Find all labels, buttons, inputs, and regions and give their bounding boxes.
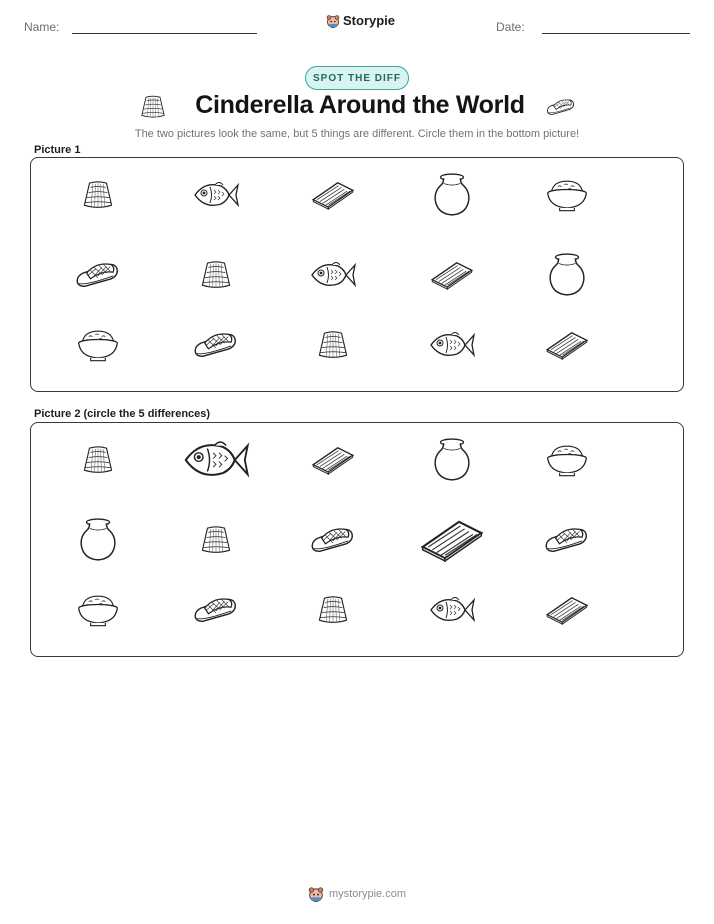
- picture2-woven-slipper-icon[interactable]: [542, 523, 592, 557]
- picture2-fish-icon[interactable]: [427, 593, 477, 627]
- picture2-woven-slipper-icon[interactable]: [191, 593, 241, 627]
- picture2-woven-slipper-icon[interactable]: [308, 523, 358, 557]
- picture2-fish-icon[interactable]: [180, 435, 252, 485]
- straw-skirt-icon: [139, 94, 167, 120]
- picture1-straw-skirt-icon: [316, 329, 350, 361]
- brand-name: Storypie: [343, 13, 396, 28]
- picture1-clay-pot-icon: [431, 172, 473, 218]
- date-line[interactable]: [542, 33, 690, 34]
- picture2-straw-skirt-icon[interactable]: [199, 524, 233, 556]
- instructions: The two pictures look the same, but 5 things are different. Circle them in the bottom picture!: [134, 128, 580, 140]
- picture2-rice-bowl-icon[interactable]: [75, 591, 121, 629]
- picture2-straw-skirt-icon[interactable]: [81, 444, 115, 476]
- name-line[interactable]: [72, 33, 257, 34]
- picture1-woven-mat-icon: [427, 259, 477, 291]
- footer-url[interactable]: mystorypie.com: [328, 888, 407, 900]
- picture2-woven-mat-icon[interactable]: [308, 444, 358, 476]
- woven-slipper-icon: [545, 94, 577, 120]
- picture1-rice-bowl-icon: [75, 326, 121, 364]
- page-title: Cinderella Around the World: [195, 91, 525, 119]
- spot-the-diff-badge: SPOT THE DIFF: [305, 66, 409, 90]
- picture2-woven-mat-icon[interactable]: [542, 594, 592, 626]
- picture2-clay-pot-icon[interactable]: [77, 517, 119, 563]
- picture1-fish-icon: [308, 258, 358, 292]
- picture1-panel: [30, 157, 684, 392]
- picture1-woven-mat-icon: [308, 179, 358, 211]
- name-label: Name:: [24, 20, 60, 34]
- picture2-panel[interactable]: [30, 422, 684, 657]
- picture1-straw-skirt-icon: [199, 259, 233, 291]
- date-label: Date:: [496, 20, 525, 34]
- picture1-clay-pot-icon: [546, 252, 588, 298]
- picture1-woven-slipper-icon: [191, 328, 241, 362]
- storypie-logo-icon: [308, 886, 324, 902]
- picture1-fish-icon: [427, 328, 477, 362]
- picture1-straw-skirt-icon: [81, 179, 115, 211]
- picture1-rice-bowl-icon: [544, 176, 590, 214]
- picture1-label: Picture 1: [34, 144, 81, 156]
- picture2-label: Picture 2 (circle the 5 differences): [34, 408, 211, 420]
- storypie-logo-icon: [326, 14, 340, 28]
- footer: [0, 886, 714, 902]
- brand-logo: [326, 13, 395, 28]
- picture1-woven-mat-icon: [542, 329, 592, 361]
- picture1-woven-slipper-icon: [73, 258, 123, 292]
- picture1-fish-icon: [191, 178, 241, 212]
- picture2-rice-bowl-icon[interactable]: [544, 441, 590, 479]
- picture2-straw-skirt-icon[interactable]: [316, 594, 350, 626]
- picture2-clay-pot-icon[interactable]: [431, 437, 473, 483]
- picture2-woven-mat-icon[interactable]: [417, 515, 487, 565]
